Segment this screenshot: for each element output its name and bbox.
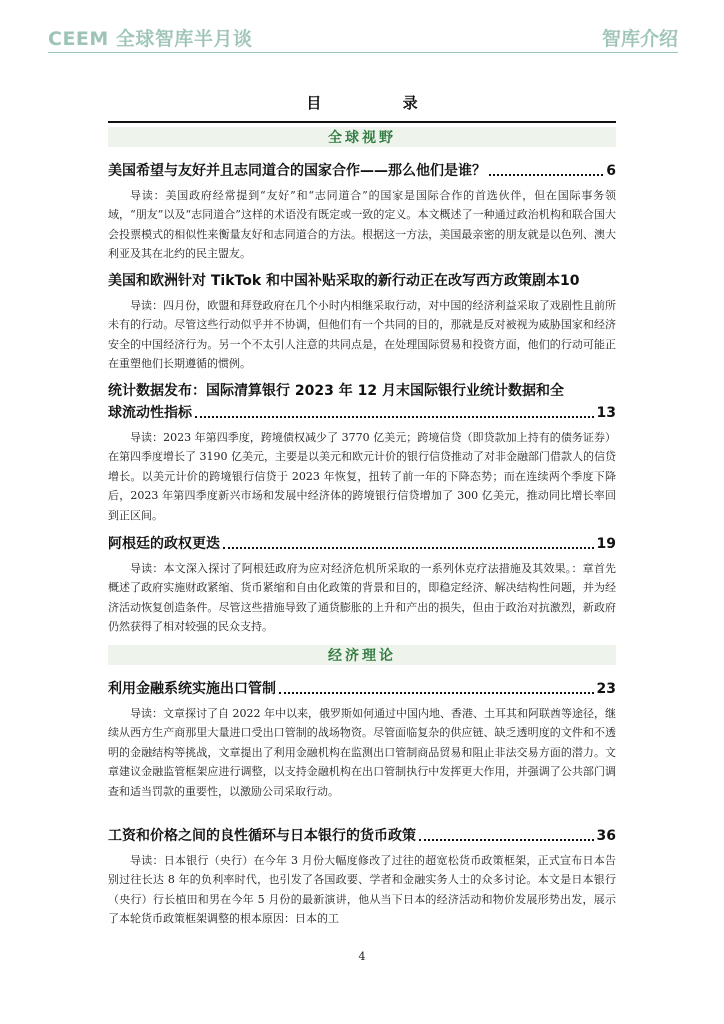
page-header [48, 22, 678, 52]
dot-leader [195, 416, 594, 418]
toc-entry-page[interactable]: 23 [596, 681, 616, 697]
toc-entry[interactable] [108, 533, 616, 637]
toc-entry-title[interactable]: 美国和欧洲针对 TikTok 和中国补贴采取的新行动正在改写西方政策剧本 [108, 273, 561, 289]
toc-entry-title[interactable]: 工资和价格之间的良性循环与日本银行的货币政策 [108, 828, 416, 844]
toc-entry[interactable] [108, 160, 616, 264]
toc-entry-title-row[interactable] [108, 380, 616, 424]
category-bar-global [108, 127, 616, 147]
dot-leader [223, 547, 594, 549]
category-bar-economy [108, 645, 616, 665]
toc-entry-title[interactable]: 阿根廷的政权更迭 [108, 536, 220, 552]
toc-entry-abstract: 导读：本文深入探讨了阿根廷政府为应对经济危机所采取的一系列休克疗法措施及其效果。：章首先概述了政府实施财政紧缩、货币紧缩和自由化政策的背景和目的，即稳定经济、解决结构性问题，并为经济活动恢复创造条件。尽管这些措施导致了通货膨胀的上升和产出的损失，但由于政治对抗激烈，新政府仍然获得了相对较强的民众支持。 [108, 562, 616, 634]
toc-entry-title-row[interactable] [108, 160, 616, 182]
toc-entry-abstract: 导读：2023 年第四季度，跨境债权减少了 3770 亿美元；跨境信贷（即贷款加上持有的债务证券）在第四季度增长了 3190 亿美元，主要是以美元和欧元计价的银行信贷推动了对非金融部门借款人的信贷增长。以美元计价的跨境银行信贷于 2023 年恢复，扭转了前一年的下降态势；而在连续两个季度下降后，2023 年第四季度新兴市场和发展中经济体的跨境银行信贷增加了 300 亿美元，推动同比增长率回到正区间。 [108, 431, 616, 522]
toc-divider [108, 121, 616, 123]
header-divider [48, 52, 678, 53]
category-label-economy: 经济理论 [328, 648, 396, 664]
toc-entry-page[interactable]: 10 [560, 273, 580, 289]
toc-entry-title-row[interactable] [108, 678, 616, 700]
toc-entry-abstract: 导读：四月份，欧盟和拜登政府在几个小时内相继采取行动，对中国的经济利益采取了戏剧性且前所未有的行动。尽管这些行动似乎并不协调，但他们有一个共同的目的，那就是反对被视为威胁国家和经济安全的中国经济行为。另一个不太引人注意的共同点是，在处理国际贸易和投资方面，他们的行动可能正在重塑他们长期遵循的惯例。 [108, 299, 616, 371]
dot-leader [489, 174, 603, 176]
toc-entry[interactable] [108, 270, 616, 374]
toc-entry[interactable] [108, 825, 616, 929]
category-label-global: 全球视野 [328, 130, 396, 146]
dot-leader [419, 839, 594, 841]
toc-entry[interactable] [108, 678, 616, 801]
toc-entry-title-line1[interactable]: 统计数据发布：国际清算银行 2023 年 12 月末国际银行业统计数据和全 [108, 383, 564, 399]
toc-entry-title-row[interactable] [108, 533, 616, 555]
section-title: 智库介绍 [601, 28, 678, 50]
toc-entry-page[interactable]: 36 [596, 828, 616, 844]
toc-title: 目 录 [306, 94, 456, 112]
toc-entry-page[interactable]: 13 [596, 405, 616, 421]
toc-entry-page[interactable]: 6 [606, 163, 616, 179]
dot-leader [279, 692, 594, 694]
toc-entry-title[interactable]: 美国希望与友好并且志同道合的国家合作——那么他们是谁？ [108, 163, 486, 179]
toc-entry-title-row[interactable] [108, 825, 616, 847]
toc-entry[interactable] [108, 380, 616, 525]
toc-entry-title-line2[interactable]: 球流动性指标 [108, 405, 192, 421]
toc-entry-title[interactable]: 利用金融系统实施出口管制 [108, 681, 276, 697]
toc-entry-abstract: 导读：美国政府经常提到“友好”和“志同道合”的国家是国际合作的首选伙伴，但在国际事务领域，“朋友”以及“志同道合”这样的术语没有既定或一致的定义。本文概述了一种通过政治机构和联合国大会投票模式的相似性来衡量友好和志同道合的方法。根据这一方法，美国最亲密的朋友就是以色列、澳大利亚及其在北约的民主盟友。 [108, 189, 616, 261]
toc-entry-abstract: 导读：日本银行（央行）在今年 3 月份大幅度修改了过往的超宽松货币政策框架，正式宣布日本告别过往长达 8 年的负利率时代，也引发了各国政要、学者和金融实务人士的众多讨论。本文是日本银行（央行）行长植田和男在今年 5 月份的最新演讲，他从当下日本的经济活动和物价发展形势出发，展示了本轮货币政策框架调整的根本原因：日本的工 [108, 854, 616, 926]
toc-entry-title-row[interactable] [108, 270, 616, 292]
page-number: 4 [358, 950, 366, 963]
toc-entry-abstract: 导读：文章探讨了自 2022 年中以来，俄罗斯如何通过中国内地、香港、土耳其和阿联酋等途径，继续从西方生产商那里大量进口受出口管制的战场物资。尽管面临复杂的供应链、缺乏透明度的文件和不透明的金融结构等挑战，文章提出了利用金融机构在监测出口管制商品贸易和阻止非法交易方面的潜力。文章建议金融监管框架应进行调整，以支持金融机构在出口管制执行中发挥更大作用，并强调了公共部门调查和适当罚款的重要性，以激励公司采取行动。 [108, 707, 616, 798]
brand-title: CEEM 全球智库半月谈 [48, 28, 253, 50]
toc-entry-page[interactable]: 19 [596, 536, 616, 552]
